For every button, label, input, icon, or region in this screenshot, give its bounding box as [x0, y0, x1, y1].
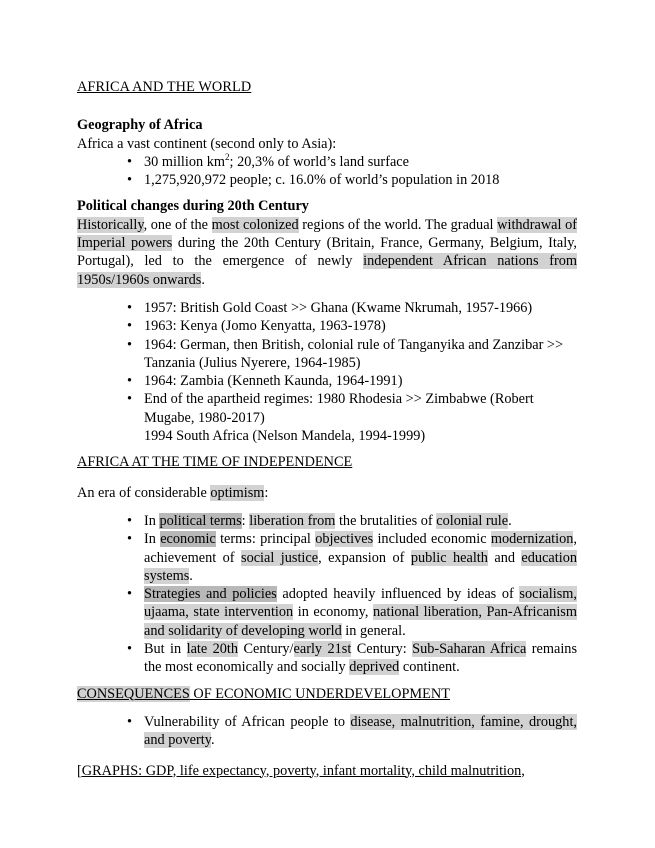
highlight: objectives: [315, 531, 374, 548]
graphs-line: [GRAPHS: GDP, life expectancy, poverty, infant mortality, child malnutrition,: [77, 762, 525, 779]
text: .: [210, 732, 215, 749]
highlight: optimism: [210, 484, 265, 501]
text: In: [144, 531, 161, 548]
highlight: deprived: [349, 659, 400, 676]
text: during the 20th Century (Britain, France, Germany, Belgium, Italy, Portugal), led to the emergence of newly: [77, 235, 577, 270]
highlight: modernization: [490, 531, 574, 548]
text: OF ECONOMIC UNDERDEVELOPMENT: [189, 685, 450, 702]
text: terms: principal: [215, 531, 316, 548]
highlight: withdrawal of Imperial powers: [77, 216, 577, 252]
highlight: Sub-Saharan Africa: [412, 641, 527, 658]
highlight: social justice: [241, 549, 319, 566]
list-item: [77, 390, 577, 445]
list-item: • 1963: Kenya (Jomo Kenyatta, 1963-1978): [77, 317, 577, 335]
highlight: colonial rule: [436, 512, 509, 529]
superscript: 2: [225, 152, 230, 163]
text: regions of the world. The gradual: [298, 216, 498, 233]
political-paragraph: [77, 216, 577, 289]
highlight: socialism, ujaama, state intervention: [144, 586, 577, 621]
highlight: liberation from: [249, 512, 336, 529]
consequences-heading: [77, 685, 577, 703]
consequences-list: [77, 713, 577, 750]
list-item: • 1,275,920,972 people; c. 16.0% of world’s population in 2018: [77, 171, 577, 189]
independence-intro: [77, 484, 577, 502]
text: included economic: [373, 531, 491, 548]
text: the brutalities of: [335, 512, 437, 529]
highlight: late 20th: [186, 641, 239, 658]
text: Vulnerability of African people to: [144, 713, 351, 730]
highlight: public health: [410, 549, 488, 566]
text: remains the most economically and socially: [144, 641, 578, 676]
text: :: [241, 512, 250, 529]
text: in economy,: [293, 604, 373, 621]
list-item: • 1957: British Gold Coast >> Ghana (Kwame Nkrumah, 1957-1966): [77, 299, 577, 317]
land-area-text: 30 million km: [144, 153, 226, 170]
text: But in: [144, 641, 187, 658]
highlight: independent African nations from 1950s/1960s onwards: [77, 253, 577, 288]
geography-list: [77, 153, 577, 190]
list-item: [77, 530, 577, 585]
list-item: [77, 640, 577, 677]
text: , one of the: [143, 216, 212, 233]
text: continent.: [399, 659, 460, 676]
highlight: Strategies and policies: [144, 586, 277, 603]
text: .: [201, 271, 205, 288]
text: , achievement of: [144, 531, 577, 566]
independence-list: [77, 299, 577, 445]
list-item: • 1964: German, then British, colonial rule of Tanganyika and Zanzibar >> Tanzania (Julius Nyerere, 1964-1985): [77, 336, 577, 373]
text: End of the apartheid regimes: 1980 Rhodesia >> Zimbabwe (Robert Mugabe, 1980-2017): [144, 391, 534, 426]
list-item: [77, 713, 577, 750]
highlight: CONSEQUENCES: [77, 685, 190, 702]
highlight: early 21st: [293, 641, 352, 658]
text: adopted heavily influenced by ideas of: [276, 586, 520, 603]
optimism-list: [77, 512, 577, 677]
highlight: national liberation, Pan-Africanism and solidarity of developing world: [144, 604, 577, 639]
text: An era of considerable: [77, 484, 211, 501]
list-item: • 1964: Zambia (Kenneth Kaunda, 1964-1991): [77, 372, 577, 390]
geography-heading: Geography of Africa: [77, 117, 203, 134]
highlight: education systems: [144, 549, 577, 584]
text: Century/: [238, 641, 294, 658]
text: .: [508, 512, 512, 529]
document-page: [77, 78, 577, 780]
highlight: most colonized: [211, 216, 299, 233]
highlight: disease, malnutrition, famine, drought, and poverty: [144, 713, 577, 749]
land-share-text: ; 20,3% of world’s land surface: [229, 153, 409, 170]
geography-intro: Africa a vast continent (second only to Asia):: [77, 135, 337, 152]
highlight: economic: [160, 531, 216, 548]
highlight: political terms: [159, 512, 242, 529]
list-item: [77, 585, 577, 640]
text: .: [189, 567, 193, 584]
text: and: [487, 549, 522, 566]
text: :: [264, 484, 269, 501]
text: 1994 South Africa (Nelson Mandela, 1994-1999): [144, 428, 426, 445]
text: Century:: [351, 641, 413, 658]
document-title: AFRICA AND THE WORLD: [77, 79, 252, 95]
political-heading: Political changes during 20th Century: [77, 198, 309, 215]
text: , expansion of: [318, 549, 411, 566]
list-item: [77, 512, 577, 530]
text: In: [144, 512, 160, 529]
highlight: Historically: [77, 216, 144, 233]
independence-heading: AFRICA AT THE TIME OF INDEPENDENCE: [77, 454, 353, 471]
list-item: [77, 153, 577, 171]
text: in general.: [341, 622, 406, 639]
